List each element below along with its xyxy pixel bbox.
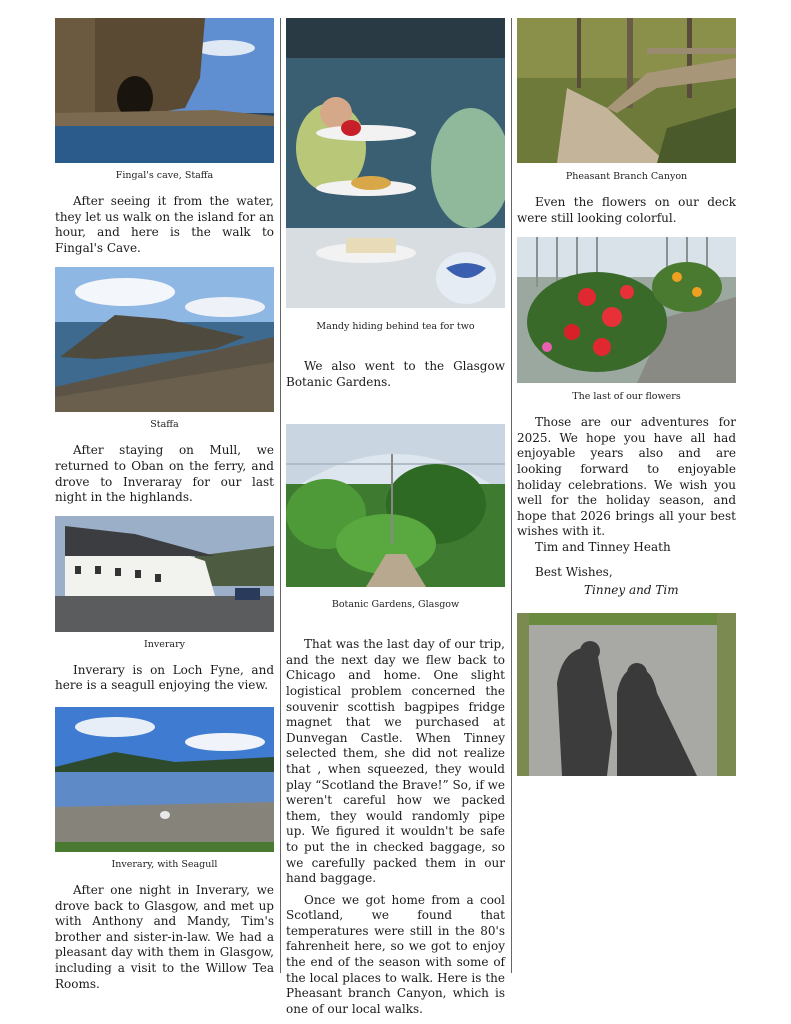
photo-inverary <box>55 516 274 632</box>
paragraph-return-to-oban: After staying on Mull, we returned to Oban on the ferry, and drove to Inveraray for our last night in the highlands. <box>55 443 274 505</box>
column-2 <box>286 18 505 1017</box>
caption-botanic-gardens: Botanic Gardens, Glasgow <box>331 599 460 611</box>
paragraph-back-to-glasgow: After one night in Inverary, we drove back to Glasgow, and met up with Anthony and Mandy, Tim's brother and sister-in-law. We had a pleasant day with them in Glasgow, including a visit to the Willow Tea Rooms. <box>55 882 274 991</box>
column-3 <box>517 18 736 776</box>
paragraph-fingals-walk: After seeing it from the water, they let us walk on the island for an hour, and here is the walk to Fingal's Cave. <box>55 194 274 255</box>
photo-botanic-gardens <box>286 424 505 587</box>
photo-shadows <box>517 613 736 776</box>
photo-staffa <box>55 267 274 412</box>
photo-inverary-seagull <box>55 707 274 852</box>
column-divider-right <box>511 18 512 973</box>
signature-tinney-and-tim: Tinney and Tim <box>584 583 679 598</box>
paragraph-last-day: That was the last day of our trip, and the next day we flew back to Chicago and home. One slight logistical problem concerned the souvenir scottish bagpipes fridge magnet that we purchased at Dunvegan Castle. When Tinney selected them, she did not realize that , when squeezed, they would play “Scotland the Brave!” So, if we weren't careful how we packed them, they would randomly pipe up. We figured it wouldn't be safe to put the in checked baggage, so we carefully packed them in our hand baggage. <box>286 637 505 886</box>
photo-fingals-cave <box>55 18 274 163</box>
caption-pheasant-branch: Pheasant Branch Canyon <box>565 171 688 182</box>
column-divider-left <box>280 18 281 973</box>
column-1 <box>55 18 274 992</box>
photo-flowers <box>517 237 736 383</box>
photo-pheasant-branch <box>517 18 736 163</box>
photo-tea-for-two <box>286 18 505 308</box>
caption-fingals-cave: Fingal's cave, Staffa <box>115 170 214 181</box>
closing-best-wishes: Best Wishes, <box>535 564 613 579</box>
paragraph-botanic-gardens: We also went to the Glasgow Botanic Gardens. <box>286 359 505 389</box>
caption-inverary: Inverary <box>144 638 185 650</box>
caption-tea-for-two: Mandy hiding behind tea for two <box>316 321 475 332</box>
paragraph-names: Tim and Tinney Heath <box>535 539 671 554</box>
caption-staffa: Staffa <box>150 419 179 431</box>
caption-flowers: The last of our flowers <box>572 391 681 403</box>
paragraph-loch-fyne: Inverary is on Loch Fyne, and here is a seagull enjoying the view. <box>55 662 274 693</box>
paragraph-home: Once we got home from a cool Scotland, we found that temperatures were still in the 80's fahrenheit here, so we got to enjoy the end of the season with some of the local places to walk. Here is the Pheasant branch Canyon, which is one of our local walks. <box>286 892 505 1016</box>
paragraph-deck-flowers: Even the flowers on our deck were still looking colorful. <box>517 195 736 225</box>
caption-inverary-seagull: Inverary, with Seagull <box>111 858 218 870</box>
paragraph-adventures-2025: Those are our adventures for 2025. We hope you have all had enjoyable years also and are looking forward to enjoyable holiday celebrations. We wish you well for the holiday season, and hope that 2026 brings all your best wishes with it. <box>517 415 736 539</box>
